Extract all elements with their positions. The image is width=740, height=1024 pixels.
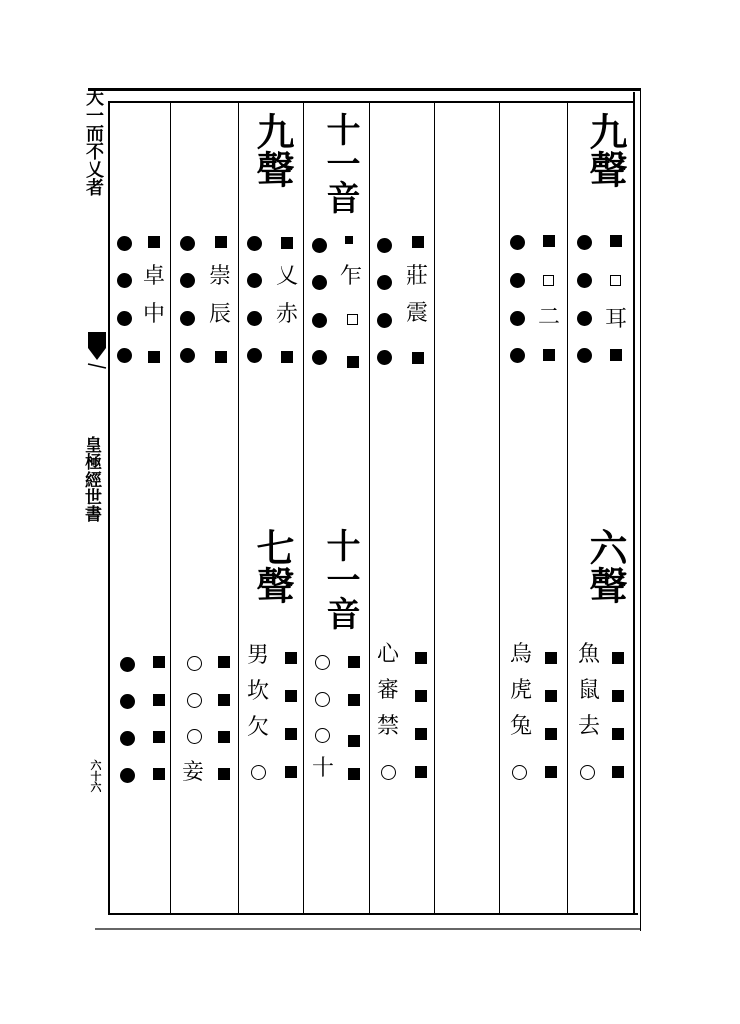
column-rule <box>567 101 568 915</box>
square-mark <box>218 694 230 706</box>
folio-char: 十 <box>90 770 102 783</box>
column-rule <box>499 101 500 915</box>
dot-mark <box>120 731 135 746</box>
square-mark <box>215 351 227 363</box>
char-qu: 去 <box>577 714 600 739</box>
margin-folio <box>86 760 106 793</box>
dot-mark <box>120 768 135 783</box>
square-mark <box>153 694 165 706</box>
column-rule <box>369 101 370 915</box>
char-chong: 崇 <box>208 264 231 289</box>
char-yu: 魚 <box>577 642 600 667</box>
square-mark <box>545 766 557 778</box>
square-mark <box>348 768 360 780</box>
char-qie: 妾 <box>181 760 204 785</box>
char-yi: 乂 <box>275 264 298 289</box>
dot-mark <box>312 238 327 253</box>
char-xin: 心 <box>376 642 399 667</box>
square-mark <box>545 728 557 740</box>
square-mark <box>545 652 557 664</box>
char-zhuo: 卓 <box>142 264 165 289</box>
margin-char: 乂 <box>86 160 104 181</box>
square-mark <box>148 351 160 363</box>
margin-char: 不 <box>86 142 104 163</box>
folio-char: 六 <box>90 759 102 772</box>
square-mark <box>153 731 165 743</box>
margin-char: 一 <box>86 106 104 127</box>
dot-mark <box>180 236 195 251</box>
circle-mark <box>251 765 266 780</box>
dot-mark <box>377 238 392 253</box>
frame-right <box>633 92 635 915</box>
square-mark <box>612 766 624 778</box>
dot-mark <box>577 311 592 326</box>
char-zhuang: 莊 <box>405 264 428 289</box>
square-mark <box>612 652 624 664</box>
dot-mark <box>510 311 525 326</box>
char-kan: 坎 <box>246 679 269 704</box>
dot-mark <box>247 236 262 251</box>
square-mark <box>543 235 555 247</box>
square-mark <box>348 656 360 668</box>
column-rule <box>238 101 239 915</box>
dot-mark <box>247 348 262 363</box>
dot-mark <box>117 311 132 326</box>
margin-char: 書 <box>85 505 102 526</box>
square-mark <box>610 349 622 361</box>
char-chen: 辰 <box>208 302 231 327</box>
square-mark <box>285 690 297 702</box>
dot-mark <box>377 313 392 328</box>
char-wu: 烏 <box>509 642 532 667</box>
char-er-two: 二 <box>537 305 560 330</box>
column-rule <box>170 101 171 915</box>
open-square-mark <box>347 314 358 325</box>
char-chi: 赤 <box>275 302 298 327</box>
square-mark <box>281 351 293 363</box>
square-mark <box>281 237 293 249</box>
square-mark <box>415 728 427 740</box>
column-rule <box>303 101 304 915</box>
circle-mark <box>315 692 330 707</box>
frame-top <box>88 88 640 91</box>
dot-mark <box>510 348 525 363</box>
frame-right-outer <box>640 88 641 931</box>
dot-mark <box>247 273 262 288</box>
char-hu: 虎 <box>509 678 532 703</box>
square-mark <box>412 236 424 248</box>
char-zhong: 中 <box>142 302 165 327</box>
square-mark <box>348 735 360 747</box>
frame-top-inner <box>108 101 634 103</box>
square-mark <box>415 652 427 664</box>
dot-mark <box>510 273 525 288</box>
circle-mark <box>187 693 202 708</box>
char-shen: 審 <box>376 678 399 703</box>
square-mark <box>415 690 427 702</box>
square-mark <box>348 694 360 706</box>
open-square-mark <box>543 275 554 286</box>
folio-char: 六 <box>90 781 102 794</box>
char-jin: 禁 <box>376 714 399 739</box>
circle-mark <box>315 655 330 670</box>
dot-mark <box>247 311 262 326</box>
circle-mark <box>315 728 330 743</box>
square-mark <box>415 766 427 778</box>
margin-char: 大 <box>86 88 104 109</box>
square-mark <box>610 235 622 247</box>
frame-bottom-outer <box>95 928 640 930</box>
square-mark <box>347 356 359 368</box>
dot-mark <box>120 657 135 672</box>
margin-char: 皇 <box>85 436 102 456</box>
dot-mark <box>312 350 327 365</box>
frame-left <box>108 101 110 915</box>
heading-jiu-sheng-right: 九聲 <box>583 112 628 188</box>
dot-mark <box>180 311 195 326</box>
dot-mark <box>117 348 132 363</box>
square-mark <box>545 690 557 702</box>
square-mark <box>153 768 165 780</box>
circle-mark <box>187 729 202 744</box>
margin-char: 世 <box>85 487 102 508</box>
char-zhen: 震 <box>405 301 428 326</box>
char-nan: 男 <box>246 643 269 668</box>
square-mark <box>218 656 230 668</box>
heading-shi-yi-yin-lower: 十一音 <box>320 528 360 630</box>
dot-mark <box>180 348 195 363</box>
square-mark <box>218 731 230 743</box>
dot-mark <box>120 694 135 709</box>
margin-char: 而 <box>86 124 104 145</box>
dot-mark <box>377 350 392 365</box>
square-mark <box>345 236 353 244</box>
square-mark <box>285 766 297 778</box>
circle-mark <box>187 656 202 671</box>
dot-mark <box>180 273 195 288</box>
char-shi: 十 <box>311 756 334 781</box>
circle-mark <box>580 765 595 780</box>
dot-mark <box>117 236 132 251</box>
dot-mark <box>510 235 525 250</box>
square-mark <box>285 728 297 740</box>
open-square-mark <box>610 275 621 286</box>
char-qian: 欠 <box>246 715 269 740</box>
heading-liu-sheng: 六聲 <box>583 528 628 604</box>
square-mark <box>612 690 624 702</box>
dot-mark <box>577 273 592 288</box>
heading-qi-sheng: 七聲 <box>250 528 295 604</box>
dot-mark <box>377 275 392 290</box>
margin-char: 經 <box>85 470 102 491</box>
heading-shi-yi-yin: 十一音 <box>320 112 360 214</box>
square-mark <box>153 656 165 668</box>
square-mark <box>612 728 624 740</box>
square-mark <box>412 352 424 364</box>
char-tu: 兔 <box>509 714 532 739</box>
margin-char: 極 <box>85 453 102 474</box>
dot-mark <box>312 313 327 328</box>
char-shu: 鼠 <box>577 678 600 703</box>
char-zha: 乍 <box>339 264 362 289</box>
square-mark <box>148 236 160 248</box>
circle-mark <box>381 765 396 780</box>
dot-mark <box>577 235 592 250</box>
heading-jiu-sheng-left: 九聲 <box>250 112 295 188</box>
square-mark <box>218 768 230 780</box>
margin-char: 者 <box>86 178 104 199</box>
dot-mark <box>577 348 592 363</box>
column-rule <box>434 101 435 915</box>
square-mark <box>543 349 555 361</box>
dot-mark <box>117 273 132 288</box>
square-mark <box>215 236 227 248</box>
char-er: 耳 <box>604 307 627 332</box>
dot-mark <box>312 275 327 290</box>
margin-title <box>86 90 108 198</box>
circle-mark <box>512 765 527 780</box>
fishtail-mark <box>86 330 108 370</box>
square-mark <box>285 652 297 664</box>
frame-bottom <box>108 913 638 915</box>
margin-book-title <box>85 438 107 525</box>
